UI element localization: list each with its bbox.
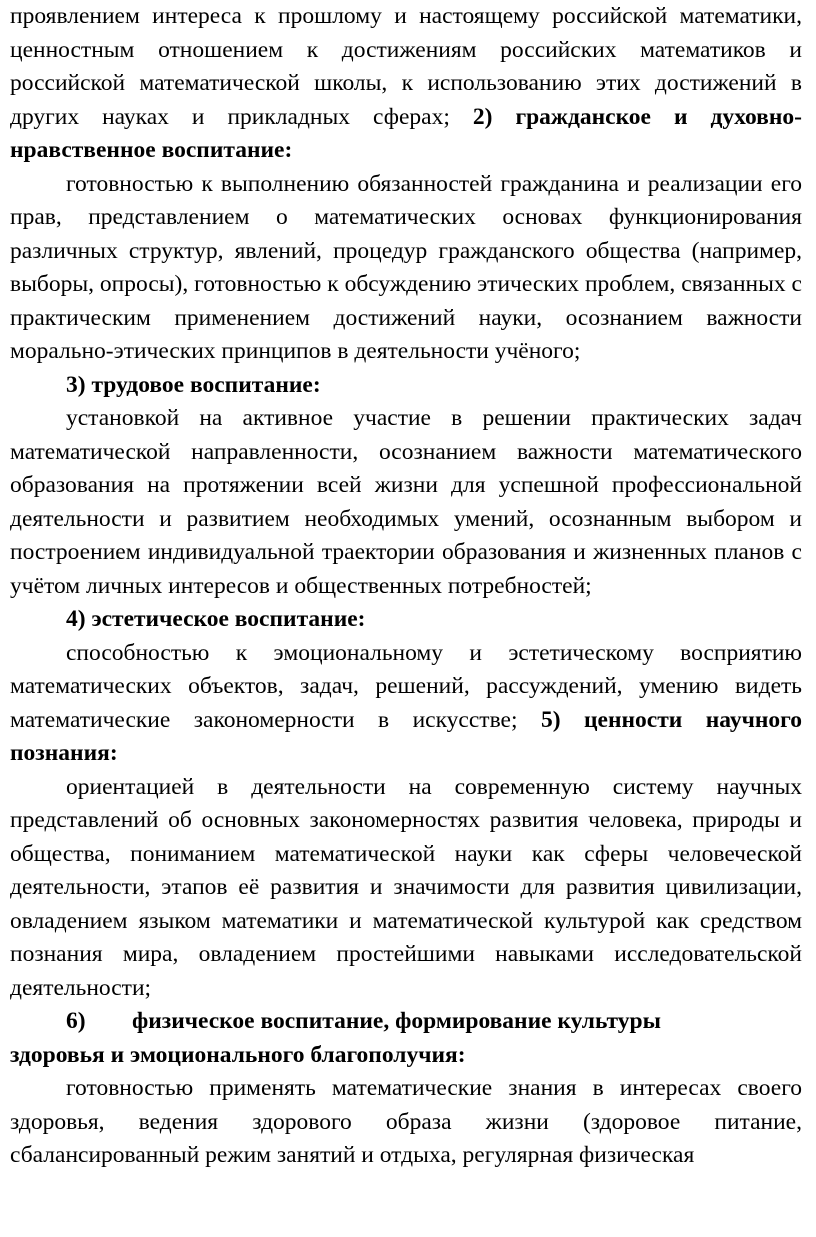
paragraph-aesthetic [10, 637, 802, 771]
document-page [10, 0, 802, 1173]
paragraph-science: ориентацией в деятельности на современную систему научных представлений об основных закономерностях развития человека, природы и общества, пониманием математической науки как сферы человеческой деятельности, этапов её развития и значимости для развития цивилизации, овладением языком математики и математической культурой как средством познания мира, овладением простейшими навыками исследовательской деятельности; [10, 773, 802, 1001]
section-heading-science: 5) ценности научного познания: [10, 706, 802, 766]
section-heading-aesthetic: 4) эстетическое воспитание: [66, 606, 366, 632]
paragraph-physical: готовностью применять математические знания в интересах своего здоровья, ведения здорового образа жизни (здоровое питание, сбалансированный режим занятий и отдыха, регулярная физическая [10, 1075, 802, 1168]
paragraph-patriotic [10, 0, 802, 168]
paragraph-text: способностью к эмоциональному и эстетическому восприятию математических объектов, задач, решений, рассуждений, умению видеть математические закономерности в искусстве; [10, 639, 802, 733]
paragraph-labor: установкой на активное участие в решении практических задач математической направленности, осознанием важности математического образования на протяжении всей жизни для успешной профессиональной деятельности и развитием необходимых умений, осознанным выбором и построением индивидуальной траектории образования и жизненных планов с учётом личных интересов и общественных потребностей; [10, 405, 802, 599]
section-number: 6) [66, 1008, 86, 1034]
section-heading-physical [10, 1005, 802, 1039]
section-heading-labor: 3) трудовое воспитание: [66, 371, 321, 398]
section-heading-text: физическое воспитание, формирование культуры [132, 1008, 661, 1034]
paragraph-text: проявлением интереса к прошлому и настоящему российской математики, ценностным отношением к достижениям российских математиков и российской математической школы, к использованию этих достижений в других науках и прикладных сферах; [10, 3, 802, 130]
paragraph-civic: готовностью к выполнению обязанностей гражданина и реализации его прав, представлением о математических основах функционирования различных структур, явлений, процедур гражданского общества (например, выборы, опросы), готовностью к обсуждению этических проблем, связанных с практическим применением достижений науки, осознанием важности морально-этических принципов в деятельности учёного; [10, 170, 802, 364]
section-heading-physical-cont: здоровья и эмоционального благополучия: [10, 1041, 466, 1068]
section-heading-civic: 2) гражданское и духовно-нравственное воспитание: [10, 103, 802, 163]
